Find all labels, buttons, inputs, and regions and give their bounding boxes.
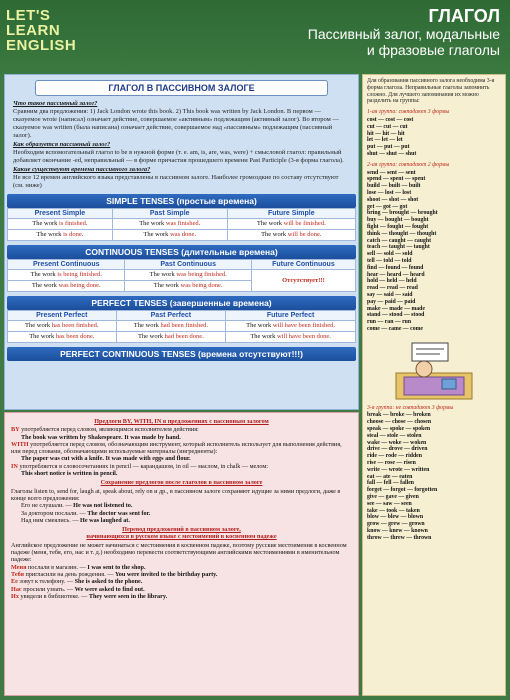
table-row [8, 219, 356, 230]
example: Нас просили узнать. — We were asked to find out. [11, 585, 145, 593]
table-cell: The work is done. [8, 230, 113, 241]
column-header: Past Continuous [125, 260, 251, 270]
example: Ее зовут к телефону. — She is asked to the phone. [11, 578, 143, 586]
qa-block [5, 100, 358, 190]
intro-text: Для образования пассивного залога необходима 3-я форма глагола. Неправильные глаголы запомнить сложно. Для лучшего запоминания их можно разделить на группы: [367, 78, 495, 105]
example: Его не слушали. — He was not listened to. [21, 502, 133, 510]
verb-forms: know — knew — known [367, 528, 428, 535]
verb-forms: run — ran — run [367, 319, 412, 326]
rule-keep-prepositions: Глаголы listen to, send for, laugh at, speak about, rely on и др., в пассивном залоге сохраняют идущие за ними предлоги, даже в конце всего предложения: [11, 487, 341, 502]
verb-forms: wake — woke — woken [367, 439, 427, 446]
verb-forms: forget — forgot — forgotten [367, 487, 438, 494]
verb-forms: send — sent — sent [367, 169, 416, 176]
logo-line: LET'S [6, 7, 51, 24]
verb-forms: shoot — shot — shot [367, 196, 419, 203]
prepositions-section [4, 412, 359, 696]
table-row [8, 332, 356, 343]
table-cell: The work was being done. [125, 281, 251, 292]
verb-forms: think — thought — thought [367, 230, 437, 237]
verb-forms: make — made — made [367, 305, 425, 312]
section-heading: начинающихся в русском языке с местоимений в косвенном падеже [86, 533, 277, 541]
verb-forms: eat — ate — eaten [367, 473, 413, 480]
question: Как образуется пассивный залог? [13, 141, 111, 148]
table-cell: The work had been finished. [116, 321, 226, 332]
rule-with: WITH употребляется перед словом, обозначающим инструмент, который исполнитель использует для выполнения действия, или перед словами, обозначающими используемые материалы (ингредиенты): [11, 440, 342, 456]
table-row [8, 230, 356, 241]
verb-forms: spend — spent — spent [367, 176, 426, 183]
verb-forms: choose — chose — chosen [367, 419, 432, 426]
table-cell: The work was finished. [112, 219, 227, 230]
page-title [308, 6, 500, 58]
table-cell: The work had been done. [116, 332, 226, 343]
verb-forms: cut — cut — cut [367, 123, 408, 130]
example: За доктором послали. — The doctor was sent for. [21, 509, 151, 517]
verb-forms: fight — fought — fought [367, 223, 429, 230]
example: Тебя пригласили на день рождения. — You were invited to the birthday party. [11, 570, 218, 578]
verb-forms: blow — blew — blown [367, 514, 424, 521]
logo [6, 8, 76, 53]
title: ГЛАГОЛ [428, 6, 500, 26]
table-cell: The work is being finished. [8, 270, 125, 281]
table-cell: The work will be finished. [227, 219, 355, 230]
verb-forms: see — saw — seen [367, 500, 412, 507]
rule-by: BY употребляется перед словом, являющимся исполнителем действия: [11, 426, 199, 434]
perfect-tenses-band: PERFECT TENSES (завершенные времена) [7, 296, 356, 310]
section-heading: Сохранение предлогов после глаголов в пассивном залоге [100, 479, 263, 487]
verb-forms: break — broke — broken [367, 412, 431, 419]
table-cell: The work will have been finished. [226, 321, 356, 332]
simple-tenses-band: SIMPLE TENSES (простые времена) [7, 194, 356, 208]
logo-line: ENGLISH [6, 37, 77, 54]
table-cell: The work has been finished. [8, 321, 117, 332]
verb-forms: build — built — built [367, 183, 421, 190]
verb-forms: put — put — put [367, 144, 410, 151]
verb-forms: teach — taught — taught [367, 244, 430, 251]
table-cell: The work will have been done. [226, 332, 356, 343]
answer: Необходим вспомогательный глагол to be в нужной форме (т. е. am, is, are, was, were) + смысловой глагол: правильный добавляет окончание -ed, неправильный — в форме причастия прошедшего времени Past Participle (3-я форма глагола). [13, 149, 344, 164]
table-cell: The work was done. [112, 230, 227, 241]
verb-forms: grow — grew — grown [367, 521, 425, 528]
table-cell: The work was being finished. [125, 270, 251, 281]
example: The paper was cut with a knife. It was made with eggs and flour. [21, 455, 191, 463]
irregular-verbs-column [362, 74, 506, 696]
column-header: Future Perfect [226, 311, 356, 321]
table-cell: The work was being done. [8, 281, 125, 292]
continuous-tenses-band: CONTINUOUS TENSES (длительные времена) [7, 245, 356, 259]
verb-forms: fall — fell — fallen [367, 480, 415, 487]
simple-tenses-table [7, 208, 356, 241]
verb-forms: take — took — taken [367, 507, 420, 514]
passive-voice-section [4, 74, 359, 410]
column-header: Future Continuous [251, 260, 355, 270]
verb-forms: throw — threw — thrown [367, 534, 432, 541]
verb-forms: rise — rose — risen [367, 460, 416, 467]
verb-forms: sell — sold — sold [367, 251, 413, 258]
verb-forms: steal — stole — stolen [367, 432, 422, 439]
table-row [8, 270, 356, 281]
verb-forms: hit — hit — hit [367, 130, 405, 137]
illustration [394, 339, 474, 401]
verb-forms: drive — drove — driven [367, 446, 428, 453]
verb-forms: bring — brought — brought [367, 210, 438, 217]
column-header: Present Simple [8, 209, 113, 219]
verb-forms: hear — heard — heard [367, 271, 425, 278]
verb-list [367, 117, 501, 158]
perfect-tenses-table [7, 310, 356, 343]
verb-forms: say — said — said [367, 291, 413, 298]
question: Что такое пассивный залог? [13, 100, 98, 107]
table-row [8, 321, 356, 332]
verb-forms: ride — rode — ridden [367, 453, 422, 460]
column-header: Present Continuous [8, 260, 125, 270]
verb-forms: come — came — come [367, 325, 424, 332]
rule-translation: Английское предложение не может начинаться с местоимения в косвенном падеже, поэтому русские местоимения в косвенном падеже (меня, тебя, его, нас и т. д.) необходимо перевести соответствующими английскими местоимениями в именительном падеже: [11, 541, 347, 564]
verb-forms: read — read — read [367, 285, 418, 292]
verb-forms: hold — held — held [367, 278, 417, 285]
verb-forms: pay — paid — paid [367, 298, 416, 305]
verb-forms: tell — told — told [367, 257, 412, 264]
table-cell: The work will be done. [227, 230, 355, 241]
verb-forms: speak — spoke — spoken [367, 426, 431, 433]
column-header: Present Perfect [8, 311, 117, 321]
verb-forms: cost — cost — cost [367, 116, 414, 123]
example: Меня послали в магазин. — I was sent to the shop. [11, 563, 146, 571]
verb-forms: find — found — found [367, 264, 424, 271]
example: Их увидели в библиотеке. — They were seen in the library. [11, 592, 168, 600]
continuous-tenses-table [7, 259, 356, 292]
subtitle-line: Пассивный залог, модальные [307, 26, 500, 42]
column-header: Past Simple [112, 209, 227, 219]
question: Какие существуют времена пассивного залога? [13, 166, 151, 173]
verb-forms: give — gave — given [367, 494, 419, 501]
section-heading: ГЛАГОЛ В ПАССИВНОМ ЗАЛОГЕ [35, 80, 328, 96]
answer: Не все 12 времен английского языка представлены в пассивном залоге. Наиболее громоздкие по составу отсутствуют (см. ниже) [13, 174, 339, 189]
verb-forms: stand — stood — stood [367, 312, 425, 319]
verb-list [367, 412, 501, 541]
verb-forms: catch — caught — caught [367, 237, 432, 244]
example: The book was written by Shakespeare. It was made by hand. [21, 433, 181, 441]
example: This short notice is written in pencil. [21, 470, 118, 478]
section-heading: Перевод предложений в пассивном залоге, [122, 526, 241, 534]
verb-forms: let — let — let [367, 137, 403, 144]
header [0, 0, 510, 78]
group-title: 2-ая группа: совпадают 2 формы [367, 161, 450, 168]
table-cell: The work is finished. [8, 219, 113, 230]
column-header: Past Perfect [116, 311, 226, 321]
example: Над ним смеялись. — He was laughed at. [21, 516, 130, 524]
table-cell: The work has been done. [8, 332, 117, 343]
logo-line: LEARN [6, 22, 61, 39]
section-heading: Предлоги BY, WITH, IN в предложениях с пассивным залогом [94, 418, 269, 425]
group-title: 3-я группа: не совпадают 3 формы [367, 404, 454, 411]
absent-note: Отсутствует!!! [251, 270, 355, 292]
verb-forms: lose — lost — lost [367, 189, 412, 196]
verb-list [367, 170, 501, 333]
column-header: Future Simple [227, 209, 355, 219]
verb-forms: get — got — got [367, 203, 408, 210]
verb-forms: write — wrote — written [367, 466, 430, 473]
group-title: 1-ая группа: совпадают 3 формы [367, 109, 450, 116]
answer: Сравним два предложения: 1) Jack London wrote this book. 2) This book was written by Jack London. В первом — сказуемое wrote (написал) означает действие, совершаемое «активным» подлежащим (активный залог). Во втором — сказуемое was written (была написана) означает действие, совершаемое над «пассивным» подлежащим (пассивный залог). [13, 108, 339, 139]
verb-forms: buy — bought — bought [367, 217, 429, 224]
verb-forms: shut — shut — shut [367, 150, 417, 157]
subtitle-line: и фразовые глаголы [366, 42, 500, 58]
rule-in: IN употребляется в словосочетаниях in pencil — карандашом, in oil — маслом, in chalk — мелом: [11, 462, 268, 470]
perfect-continuous-band: PERFECT CONTINUOUS TENSES (времена отсутствуют!!!) [7, 347, 356, 361]
